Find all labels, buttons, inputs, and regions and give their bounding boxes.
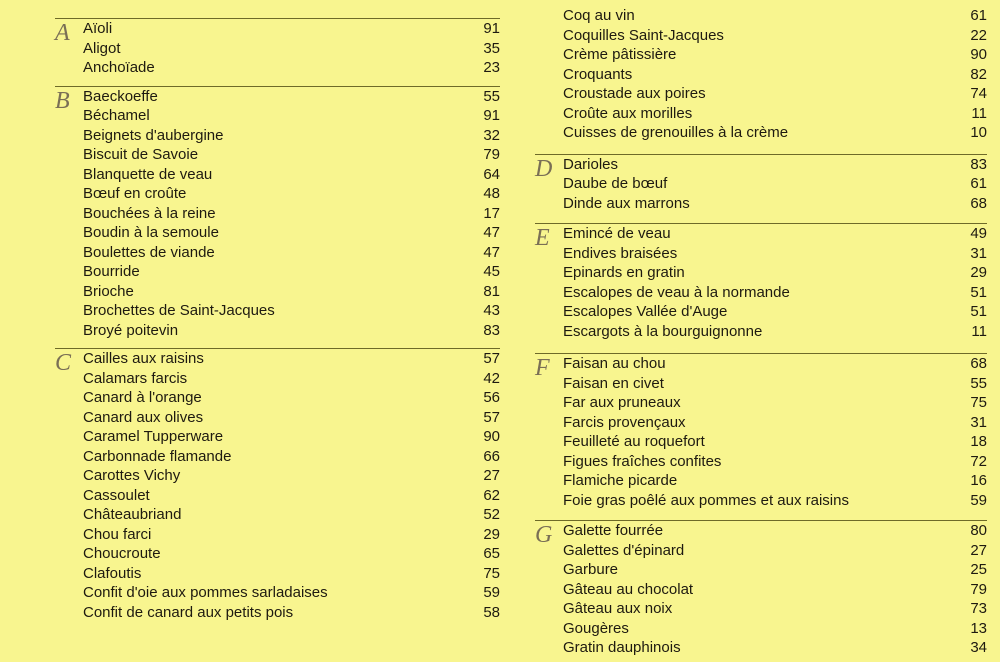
recipe-name: Feuilleté au roquefort <box>563 433 705 450</box>
recipe-name: Calamars farcis <box>83 369 188 387</box>
recipe-name: Brioche <box>83 282 134 300</box>
page-number: 11 <box>971 322 987 340</box>
page-number: 45 <box>483 263 500 280</box>
index-entry <box>563 491 987 511</box>
index-entry <box>563 155 987 175</box>
page-number: 11 <box>971 104 987 122</box>
recipe-name: Châteaubriand <box>83 506 182 523</box>
index-entry <box>83 262 500 282</box>
section-letter: E <box>535 225 550 251</box>
recipe-name: Chou farci <box>83 525 152 543</box>
index-entry <box>83 223 500 243</box>
index-entry <box>563 6 987 26</box>
recipe-name: Galettes d'épinard <box>563 541 685 559</box>
recipe-name: Blanquette de veau <box>83 165 213 183</box>
recipe-name: Faisan au chou <box>563 355 666 372</box>
page-number: 52 <box>483 506 500 523</box>
index-entry <box>83 427 500 447</box>
recipe-name: Flamiche picarde <box>563 472 678 489</box>
index-entry <box>83 321 500 341</box>
index-entry <box>563 283 987 303</box>
recipe-name: Crème pâtissière <box>563 46 677 63</box>
recipe-name: Epinards en gratin <box>563 264 685 281</box>
page-number: 51 <box>970 283 987 301</box>
page-number: 42 <box>483 369 500 387</box>
index-entry <box>563 599 987 619</box>
recipe-name: Clafoutis <box>83 564 142 582</box>
index-entry <box>83 447 500 467</box>
index-entry <box>563 638 987 658</box>
index-entry <box>563 302 987 322</box>
page-number: 57 <box>483 350 500 367</box>
index-section-g <box>535 520 987 658</box>
index-entry <box>83 583 500 603</box>
index-section-f <box>535 353 987 510</box>
recipe-name: Biscuit de Savoie <box>83 146 199 163</box>
index-column-left <box>55 18 500 622</box>
page-number: 61 <box>970 175 987 192</box>
index-entry <box>563 65 987 85</box>
index-entry <box>83 243 500 263</box>
recipe-name: Broyé poitevin <box>83 321 179 339</box>
page-number: 62 <box>483 486 500 504</box>
recipe-name: Cassoulet <box>83 486 150 504</box>
recipe-name: Baeckoeffe <box>83 87 158 105</box>
index-entry <box>563 521 987 541</box>
section-letter: C <box>55 350 72 376</box>
recipe-name: Carottes Vichy <box>83 467 181 484</box>
recipe-name: Canard à l'orange <box>83 389 202 406</box>
recipe-name: Cuisses de grenouilles à la crème <box>563 124 789 141</box>
index-entry <box>563 393 987 413</box>
recipe-name: Boudin à la semoule <box>83 224 219 241</box>
index-entry <box>83 87 500 107</box>
page-number: 47 <box>483 243 500 261</box>
page-number: 79 <box>970 580 987 598</box>
index-entry <box>563 471 987 491</box>
page-number: 25 <box>970 561 987 578</box>
recipe-name: Faisan en civet <box>563 374 664 392</box>
index-section-d <box>535 154 987 214</box>
recipe-name: Coq au vin <box>563 7 635 24</box>
index-entry <box>83 388 500 408</box>
page-number: 72 <box>970 452 987 470</box>
recipe-name: Croûte aux morilles <box>563 104 693 122</box>
index-entry <box>83 165 500 185</box>
page-number: 64 <box>483 165 500 183</box>
index-entry <box>83 301 500 321</box>
recipe-name: Escalopes Vallée d'Auge <box>563 303 728 320</box>
page-number: 79 <box>483 146 500 163</box>
recipe-name: Bœuf en croûte <box>83 185 187 202</box>
page-number: 61 <box>970 7 987 24</box>
index-entry <box>563 354 987 374</box>
recipe-name: Gratin dauphinois <box>563 639 681 656</box>
page-number: 91 <box>483 107 500 124</box>
recipe-name: Farcis provençaux <box>563 413 686 431</box>
recipe-name: Escalopes de veau à la normande <box>563 283 790 301</box>
index-entry <box>563 104 987 124</box>
recipe-name: Darioles <box>563 155 619 173</box>
index-entry <box>83 408 500 428</box>
page-number: 47 <box>483 224 500 241</box>
index-entry <box>563 224 987 244</box>
page-number: 66 <box>483 447 500 465</box>
page-number: 23 <box>483 59 500 76</box>
index-entry <box>563 432 987 452</box>
section-letter: G <box>535 522 553 548</box>
recipe-name: Bourride <box>83 263 140 280</box>
index-entry <box>563 123 987 143</box>
index-entry <box>83 505 500 525</box>
index-section-e <box>535 223 987 341</box>
page-number: 91 <box>483 20 500 37</box>
recipe-name: Béchamel <box>83 107 150 124</box>
recipe-name: Garbure <box>563 561 619 578</box>
index-entry <box>563 619 987 639</box>
recipe-name: Carbonnade flamande <box>83 447 232 465</box>
page-number: 75 <box>483 564 500 582</box>
page-number: 22 <box>970 26 987 44</box>
index-section-b <box>55 86 500 341</box>
page-number: 83 <box>483 321 500 339</box>
index-entry <box>563 374 987 394</box>
index-entry <box>563 84 987 104</box>
index-section-c <box>55 348 500 622</box>
index-entry <box>83 564 500 584</box>
recipe-name: Figues fraîches confites <box>563 452 722 470</box>
recipe-name: Daube de bœuf <box>563 175 668 192</box>
recipe-name: Anchoïade <box>83 59 155 76</box>
index-entry <box>83 106 500 126</box>
recipe-name: Coquilles Saint-Jacques <box>563 26 724 44</box>
recipe-name: Boulettes de viande <box>83 243 215 261</box>
page-number: 68 <box>970 194 987 212</box>
page-number: 81 <box>483 282 500 300</box>
page-number: 75 <box>970 394 987 411</box>
page-number: 65 <box>483 545 500 562</box>
recipe-name: Canard aux olives <box>83 408 204 426</box>
page-number: 57 <box>483 408 500 426</box>
index-entry <box>563 322 987 342</box>
page-number: 10 <box>970 124 987 141</box>
index-entry <box>563 560 987 580</box>
index-entry <box>83 282 500 302</box>
page-number: 55 <box>970 374 987 392</box>
page-number: 43 <box>483 302 500 319</box>
index-entry <box>563 26 987 46</box>
recipe-name: Far aux pruneaux <box>563 394 681 411</box>
page-number: 82 <box>970 65 987 83</box>
recipe-name: Escargots à la bourguignonne <box>563 322 763 340</box>
recipe-name: Aligot <box>83 39 121 57</box>
index-column-right <box>535 6 987 658</box>
page-number: 80 <box>970 522 987 539</box>
recipe-name: Endives braisées <box>563 244 678 262</box>
page-number: 58 <box>483 603 500 621</box>
recipe-name: Bouchées à la reine <box>83 204 216 222</box>
index-entry <box>83 525 500 545</box>
page-number: 31 <box>970 244 987 262</box>
recipe-name: Croustade aux poires <box>563 85 706 102</box>
recipe-name: Gâteau au chocolat <box>563 580 694 598</box>
page-number: 83 <box>970 155 987 173</box>
page-number: 29 <box>970 264 987 281</box>
recipe-name: Foie gras poêlé aux pommes et aux raisins <box>563 491 849 509</box>
page-number: 13 <box>970 619 987 637</box>
page-number: 48 <box>483 185 500 202</box>
index-entry <box>563 541 987 561</box>
section-letter: B <box>55 87 70 114</box>
section-letter: A <box>55 20 70 46</box>
index-entry <box>83 39 500 59</box>
page-number: 68 <box>970 355 987 372</box>
index-entry <box>563 452 987 472</box>
page-number: 49 <box>970 225 987 242</box>
page-number: 55 <box>483 87 500 105</box>
recipe-name: Brochettes de Saint-Jacques <box>83 302 275 319</box>
section-letter: F <box>535 355 550 381</box>
index-entry <box>563 45 987 65</box>
index-entry <box>563 580 987 600</box>
index-entry <box>83 184 500 204</box>
recipe-name: Confit de canard aux petits pois <box>83 603 294 621</box>
section-letter: D <box>535 155 553 182</box>
page-number: 73 <box>970 600 987 617</box>
recipe-name: Gougères <box>563 619 629 637</box>
page-number: 17 <box>483 204 500 222</box>
recipe-name: Caramel Tupperware <box>83 428 224 445</box>
page-number: 18 <box>970 433 987 450</box>
recipe-name: Emincé de veau <box>563 225 671 242</box>
page-number: 35 <box>483 39 500 57</box>
page-number: 59 <box>483 584 500 601</box>
page-number: 16 <box>970 472 987 489</box>
index-entry <box>563 174 987 194</box>
page-number: 51 <box>970 303 987 320</box>
index-entry <box>83 544 500 564</box>
page-number: 90 <box>483 428 500 445</box>
page-number: 56 <box>483 389 500 406</box>
index-entry <box>83 126 500 146</box>
index-entry <box>563 413 987 433</box>
recipe-name: Gâteau aux noix <box>563 600 673 617</box>
page-number: 29 <box>483 525 500 543</box>
index-section-a <box>55 18 500 78</box>
index-entry <box>83 603 500 623</box>
index-entry <box>83 486 500 506</box>
page-number: 32 <box>483 126 500 144</box>
recipe-name: Choucroute <box>83 545 161 562</box>
index-entry <box>83 58 500 78</box>
page-number: 90 <box>970 46 987 63</box>
page-number: 27 <box>483 467 500 484</box>
recipe-name: Croquants <box>563 65 633 83</box>
page-number: 34 <box>970 639 987 656</box>
recipe-name: Aïoli <box>83 20 113 37</box>
recipe-name: Dinde aux marrons <box>563 194 690 212</box>
index-entry <box>83 369 500 389</box>
page-number: 74 <box>970 85 987 102</box>
index-entry <box>83 466 500 486</box>
index-entry <box>563 263 987 283</box>
recipe-name: Cailles aux raisins <box>83 350 204 367</box>
index-entry <box>563 194 987 214</box>
index-entry <box>83 349 500 369</box>
index-entry <box>83 204 500 224</box>
recipe-name: Beignets d'aubergine <box>83 126 224 144</box>
index-section-c-continued <box>535 6 987 143</box>
page-number: 59 <box>970 491 987 509</box>
recipe-name: Confit d'oie aux pommes sarladaises <box>83 584 328 601</box>
recipe-name: Galette fourrée <box>563 522 664 539</box>
index-entry <box>563 244 987 264</box>
page-number: 31 <box>970 413 987 431</box>
index-entry <box>83 19 500 39</box>
page-number: 27 <box>970 541 987 559</box>
index-entry <box>83 145 500 165</box>
